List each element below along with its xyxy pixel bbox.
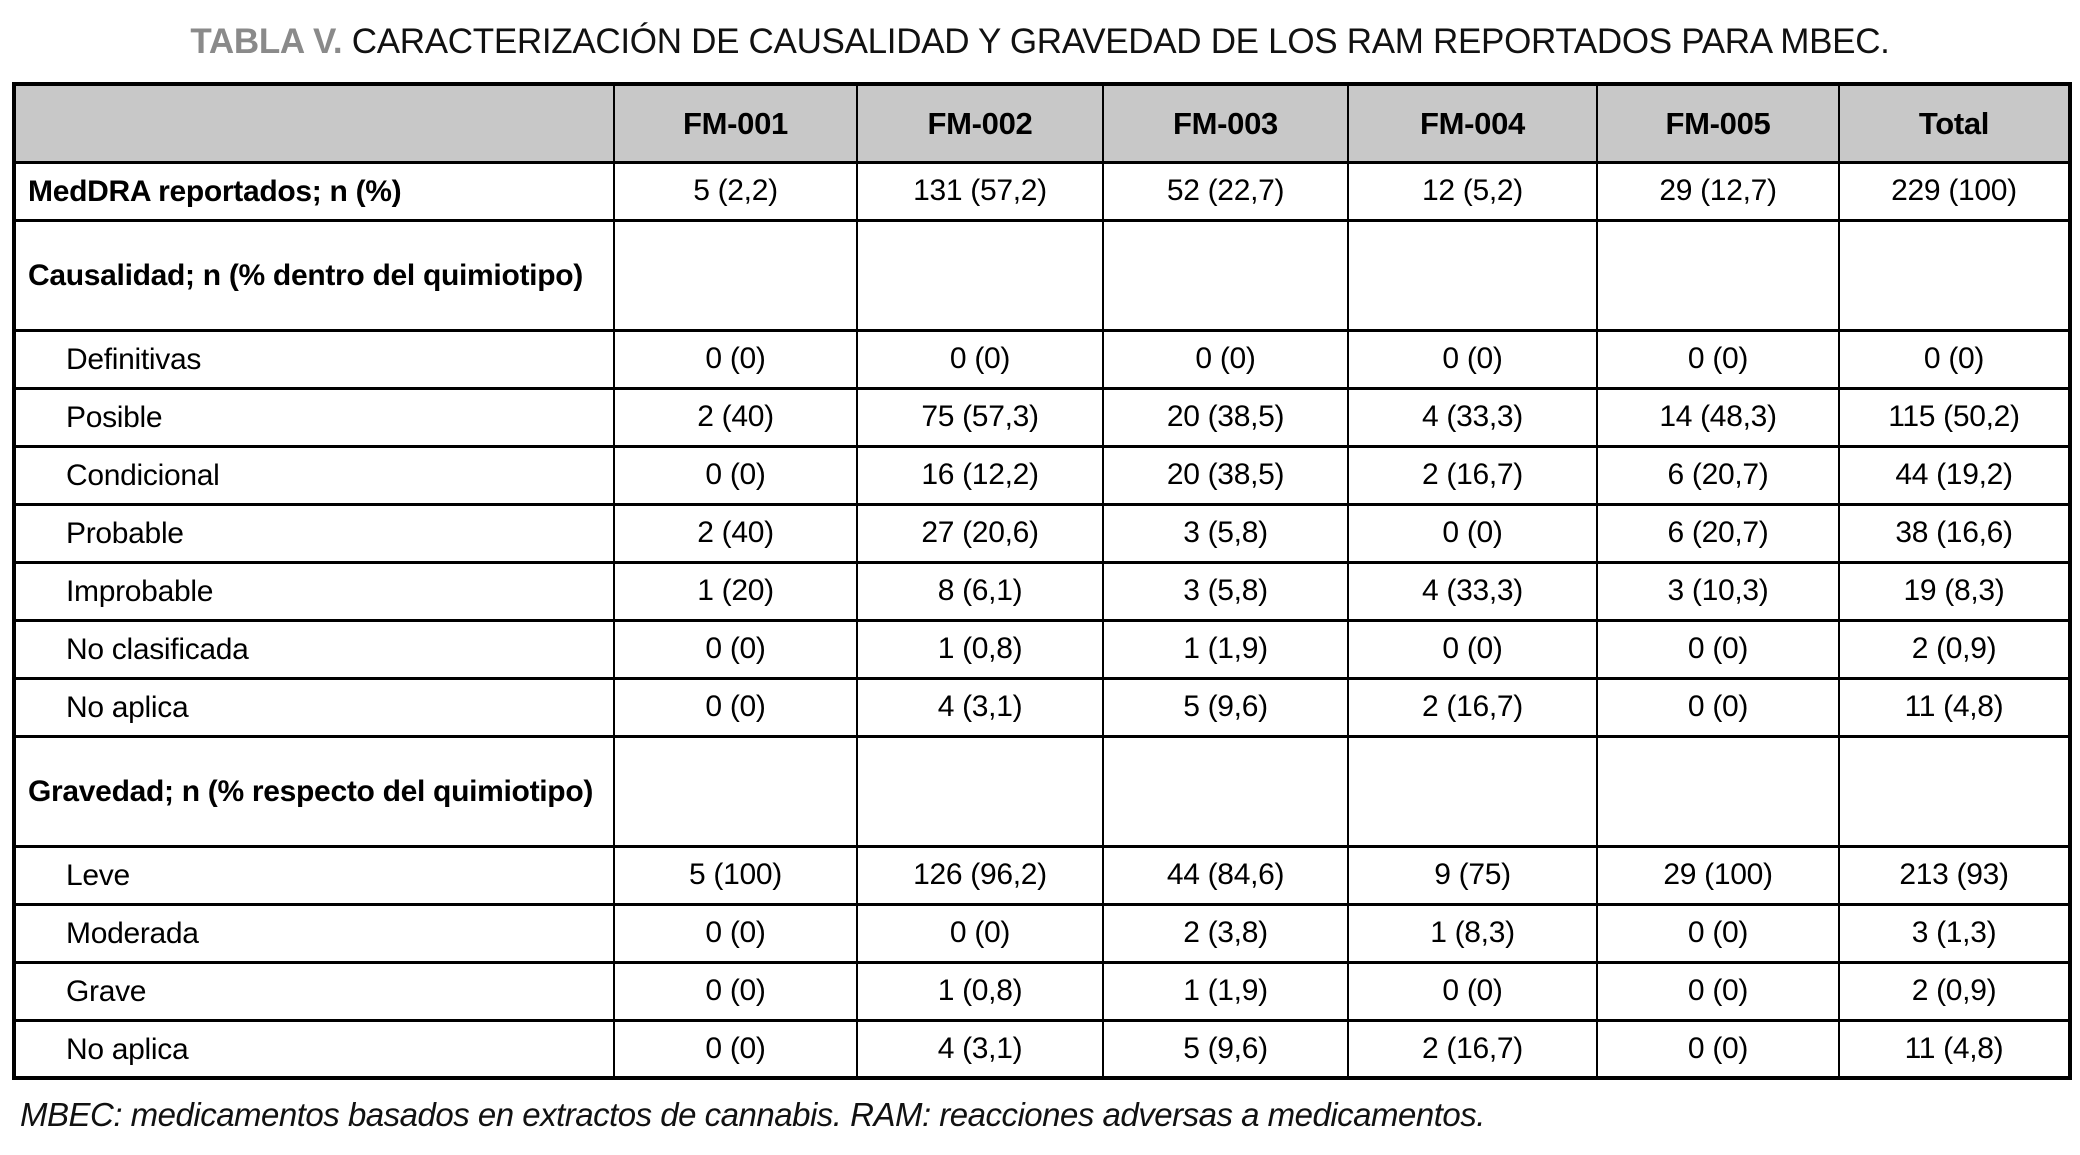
table-row	[14, 736, 2070, 846]
value-cell: 2 (16,7)	[1348, 446, 1597, 504]
value-cell: 229 (100)	[1839, 162, 2070, 220]
table-title-text: CARACTERIZACIÓN DE CAUSALIDAD Y GRAVEDAD DE LOS RAM REPORTADOS PARA MBEC.	[351, 22, 1890, 61]
value-cell: 1 (8,3)	[1348, 904, 1597, 962]
value-cell: 0 (0)	[1597, 1020, 1839, 1078]
row-label: Definitivas	[14, 330, 614, 388]
value-cell	[1839, 220, 2070, 330]
value-cell: 38 (16,6)	[1839, 504, 2070, 562]
value-cell: 131 (57,2)	[857, 162, 1103, 220]
value-cell: 9 (75)	[1348, 846, 1597, 904]
table-footnote: MBEC: medicamentos basados en extractos de cannabis. RAM: reacciones adversas a medicamentos.	[20, 1096, 1485, 1134]
value-cell: 4 (3,1)	[857, 1020, 1103, 1078]
row-label: Leve	[14, 846, 614, 904]
value-cell: 11 (4,8)	[1839, 678, 2070, 736]
table-row	[14, 504, 2070, 562]
value-cell: 0 (0)	[1597, 904, 1839, 962]
value-cell: 0 (0)	[614, 620, 857, 678]
value-cell: 4 (3,1)	[857, 678, 1103, 736]
row-label: No aplica	[14, 1020, 614, 1078]
value-cell: 1 (1,9)	[1103, 620, 1348, 678]
value-cell: 126 (96,2)	[857, 846, 1103, 904]
value-cell: 0 (0)	[1348, 504, 1597, 562]
value-cell: 0 (0)	[614, 678, 857, 736]
table-row	[14, 678, 2070, 736]
row-label: Moderada	[14, 904, 614, 962]
value-cell: 0 (0)	[614, 904, 857, 962]
row-label: Gravedad; n (% respecto del quimiotipo)	[14, 736, 614, 846]
value-cell	[857, 220, 1103, 330]
value-cell: 213 (93)	[1839, 846, 2070, 904]
row-label: MedDRA reportados; n (%)	[14, 162, 614, 220]
value-cell: 2 (40)	[614, 388, 857, 446]
value-cell: 0 (0)	[1348, 962, 1597, 1020]
value-cell: 1 (0,8)	[857, 962, 1103, 1020]
value-cell	[1103, 220, 1348, 330]
value-cell: 5 (100)	[614, 846, 857, 904]
value-cell	[614, 220, 857, 330]
value-cell: 1 (0,8)	[857, 620, 1103, 678]
table-body	[14, 162, 2070, 1078]
table-row	[14, 446, 2070, 504]
value-cell: 0 (0)	[614, 1020, 857, 1078]
value-cell: 44 (19,2)	[1839, 446, 2070, 504]
value-cell: 52 (22,7)	[1103, 162, 1348, 220]
value-cell: 6 (20,7)	[1597, 446, 1839, 504]
value-cell	[614, 736, 857, 846]
value-cell: 0 (0)	[857, 904, 1103, 962]
table-row	[14, 846, 2070, 904]
value-cell: 1 (1,9)	[1103, 962, 1348, 1020]
value-cell: 14 (48,3)	[1597, 388, 1839, 446]
column-header-fm005: FM-005	[1597, 84, 1839, 162]
value-cell: 3 (1,3)	[1839, 904, 2070, 962]
column-header-fm002: FM-002	[857, 84, 1103, 162]
value-cell: 115 (50,2)	[1839, 388, 2070, 446]
table-row	[14, 562, 2070, 620]
value-cell: 0 (0)	[1348, 620, 1597, 678]
table-row	[14, 162, 2070, 220]
column-header-total: Total	[1839, 84, 2070, 162]
value-cell: 0 (0)	[1597, 620, 1839, 678]
value-cell: 2 (40)	[614, 504, 857, 562]
row-label: Improbable	[14, 562, 614, 620]
value-cell: 6 (20,7)	[1597, 504, 1839, 562]
value-cell: 0 (0)	[1103, 330, 1348, 388]
column-header-fm004: FM-004	[1348, 84, 1597, 162]
value-cell: 5 (9,6)	[1103, 678, 1348, 736]
value-cell: 3 (5,8)	[1103, 504, 1348, 562]
value-cell: 0 (0)	[614, 446, 857, 504]
value-cell: 0 (0)	[1597, 678, 1839, 736]
value-cell: 0 (0)	[1597, 962, 1839, 1020]
value-cell: 3 (10,3)	[1597, 562, 1839, 620]
value-cell: 0 (0)	[614, 962, 857, 1020]
table-title-number: TABLA V.	[190, 22, 343, 61]
value-cell: 27 (20,6)	[857, 504, 1103, 562]
row-label: Grave	[14, 962, 614, 1020]
value-cell	[1103, 736, 1348, 846]
column-header-fm003: FM-003	[1103, 84, 1348, 162]
value-cell: 2 (0,9)	[1839, 962, 2070, 1020]
value-cell: 5 (9,6)	[1103, 1020, 1348, 1078]
value-cell: 0 (0)	[1839, 330, 2070, 388]
table-header	[14, 84, 2070, 162]
value-cell: 0 (0)	[1597, 330, 1839, 388]
value-cell: 2 (16,7)	[1348, 1020, 1597, 1078]
value-cell: 44 (84,6)	[1103, 846, 1348, 904]
ram-table	[12, 82, 2072, 1080]
value-cell: 8 (6,1)	[857, 562, 1103, 620]
table-row	[14, 220, 2070, 330]
row-label: Causalidad; n (% dentro del quimiotipo)	[14, 220, 614, 330]
column-header-empty	[14, 84, 614, 162]
header-row	[14, 84, 2070, 162]
value-cell: 4 (33,3)	[1348, 388, 1597, 446]
value-cell: 0 (0)	[614, 330, 857, 388]
table-row	[14, 330, 2070, 388]
value-cell: 2 (3,8)	[1103, 904, 1348, 962]
row-label: Posible	[14, 388, 614, 446]
value-cell	[1839, 736, 2070, 846]
value-cell	[1348, 220, 1597, 330]
table-row	[14, 620, 2070, 678]
value-cell: 19 (8,3)	[1839, 562, 2070, 620]
row-label: Condicional	[14, 446, 614, 504]
value-cell	[1597, 736, 1839, 846]
table-title	[30, 22, 2050, 62]
value-cell	[1348, 736, 1597, 846]
value-cell: 16 (12,2)	[857, 446, 1103, 504]
value-cell: 11 (4,8)	[1839, 1020, 2070, 1078]
value-cell: 3 (5,8)	[1103, 562, 1348, 620]
value-cell: 20 (38,5)	[1103, 388, 1348, 446]
value-cell: 12 (5,2)	[1348, 162, 1597, 220]
value-cell	[1597, 220, 1839, 330]
value-cell: 2 (16,7)	[1348, 678, 1597, 736]
value-cell: 2 (0,9)	[1839, 620, 2070, 678]
row-label: Probable	[14, 504, 614, 562]
value-cell: 20 (38,5)	[1103, 446, 1348, 504]
value-cell: 29 (12,7)	[1597, 162, 1839, 220]
value-cell: 1 (20)	[614, 562, 857, 620]
column-header-fm001: FM-001	[614, 84, 857, 162]
value-cell	[857, 736, 1103, 846]
table-row	[14, 1020, 2070, 1078]
table-row	[14, 962, 2070, 1020]
row-label: No clasificada	[14, 620, 614, 678]
value-cell: 0 (0)	[857, 330, 1103, 388]
value-cell: 75 (57,3)	[857, 388, 1103, 446]
table-row	[14, 904, 2070, 962]
row-label: No aplica	[14, 678, 614, 736]
value-cell: 29 (100)	[1597, 846, 1839, 904]
table-row	[14, 388, 2070, 446]
value-cell: 0 (0)	[1348, 330, 1597, 388]
value-cell: 5 (2,2)	[614, 162, 857, 220]
value-cell: 4 (33,3)	[1348, 562, 1597, 620]
